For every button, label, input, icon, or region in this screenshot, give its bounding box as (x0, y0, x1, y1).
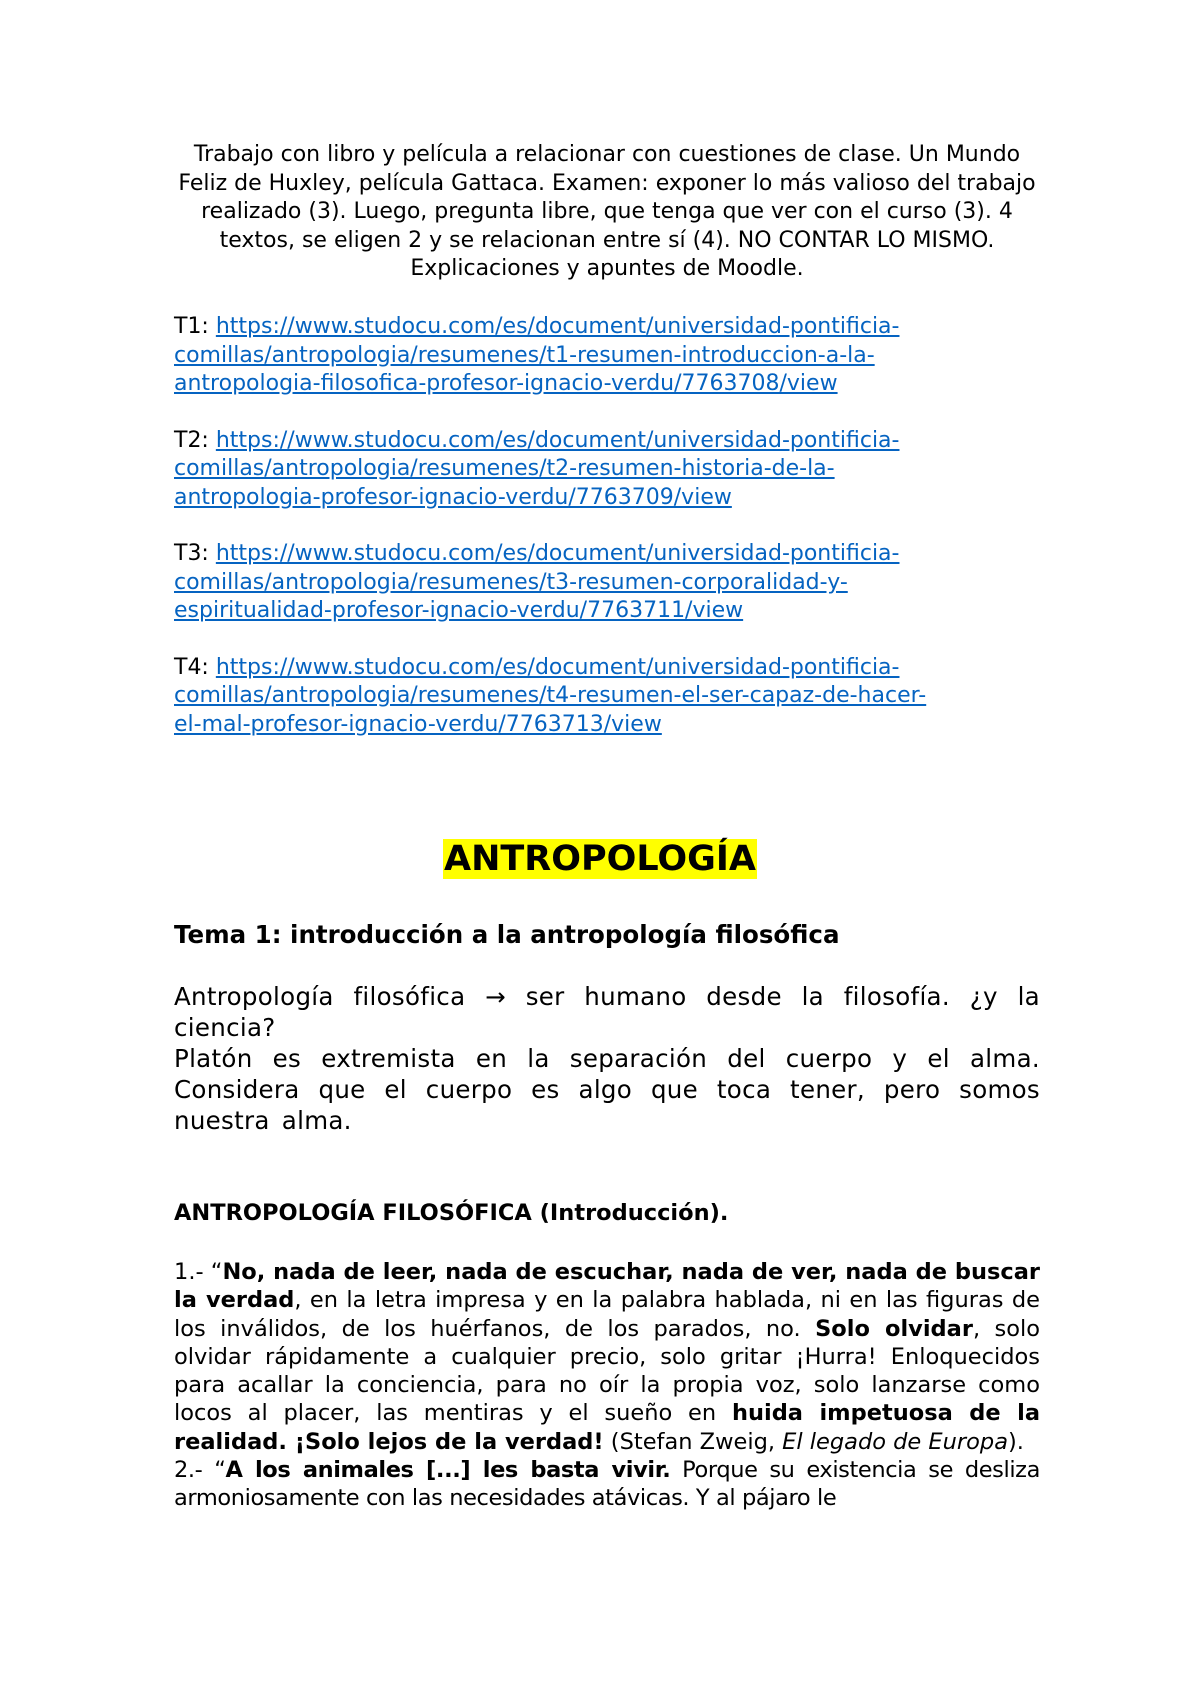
links-list (174, 313, 1040, 767)
link-t2[interactable]: https://www.studocu.com/es/document/universidad-pontificia- comillas/antropologia/resumenes/t2-resumen-historia-de-la- antropologia-profesor-ignacio-verdu/7763709/view (174, 427, 900, 510)
intro-paragraph: Trabajo con libro y película a relacionar con cuestiones de clase. Un Mundo Feliz de Huxley, película Gattaca. Examen: exponer lo más valioso del trabajo realizado (3). Luego, pregunta libre, que tenga que ver con el curso (3). 4 textos, se eligen 2 y se relacionan entre sí (4). NO CONTAR LO MISMO. Explicaciones y apuntes de Moodle. (178, 142, 1036, 281)
link-item-t2 (174, 427, 1040, 513)
quote-2: 2.- “A los animales [...] les basta vivir. Porque su existencia se desliza armoniosamente con las necesidades atávicas. Y al pájaro le (174, 1457, 1040, 1512)
link-label: T4: (174, 654, 216, 680)
tema-title: Tema 1: introducción a la antropología filosófica (174, 920, 840, 949)
body-line: Antropología filosófica → ser humano desde la filosofía. ¿y la ciencia? (174, 982, 1040, 1042)
quotes-block (174, 1258, 1040, 1513)
quote-1: 1.- “No, nada de leer, nada de escuchar, nada de ver, nada de buscar la verdad, en la letra impresa y en la palabra hablada, ni en las figuras de los inválidos, de los huérfanos, de los parados, no. Solo olvidar, solo olvidar rápidamente a cualquier precio, solo gritar ¡Hurra! Enloquecidos para acallar la conciencia, para no oír la propia voz, solo lanzarse como locos al placer, las mentiras y el sueño en huida impetuosa de la realidad. ¡Solo lejos de la verdad! (Stefan Zweig, El legado de Europa). (174, 1259, 1040, 1455)
link-t3[interactable]: https://www.studocu.com/es/document/universidad-pontificia- comillas/antropologia/resumenes/t3-resumen-corporalidad-y- espiritualidad-profesor-ignacio-verdu/7763711/view (174, 541, 900, 623)
link-label: T1: (174, 314, 216, 339)
body-line: Platón es extremista en la separación del cuerpo y el alma. Considera que el cuerpo es algo que toca tener, pero somos nuestra alma. (174, 1044, 1040, 1135)
section-title: ANTROPOLOGÍA FILOSÓFICA (Introducción). (174, 1200, 729, 1226)
link-t4[interactable]: https://www.studocu.com/es/document/universidad-pontificia- comillas/antropologia/resumenes/t4-resumen-el-ser-capaz-de-hacer- el-mal-profesor-ignacio-verdu/7763713/view (174, 654, 927, 737)
link-item-t1 (174, 313, 1040, 399)
link-label: T3: (174, 541, 216, 566)
link-t1[interactable]: https://www.studocu.com/es/document/universidad-pontificia- comillas/antropologia/resumenes/t1-resumen-introduccion-a-la- antropologia-filosofica-profesor-ignacio-verdu/7763708/view (174, 314, 900, 396)
link-label: T2: (174, 427, 216, 453)
main-title: ANTROPOLOGÍA (443, 839, 756, 879)
intro-body (174, 981, 1040, 1136)
link-item-t3 (174, 540, 1040, 626)
link-item-t4 (174, 654, 1040, 740)
